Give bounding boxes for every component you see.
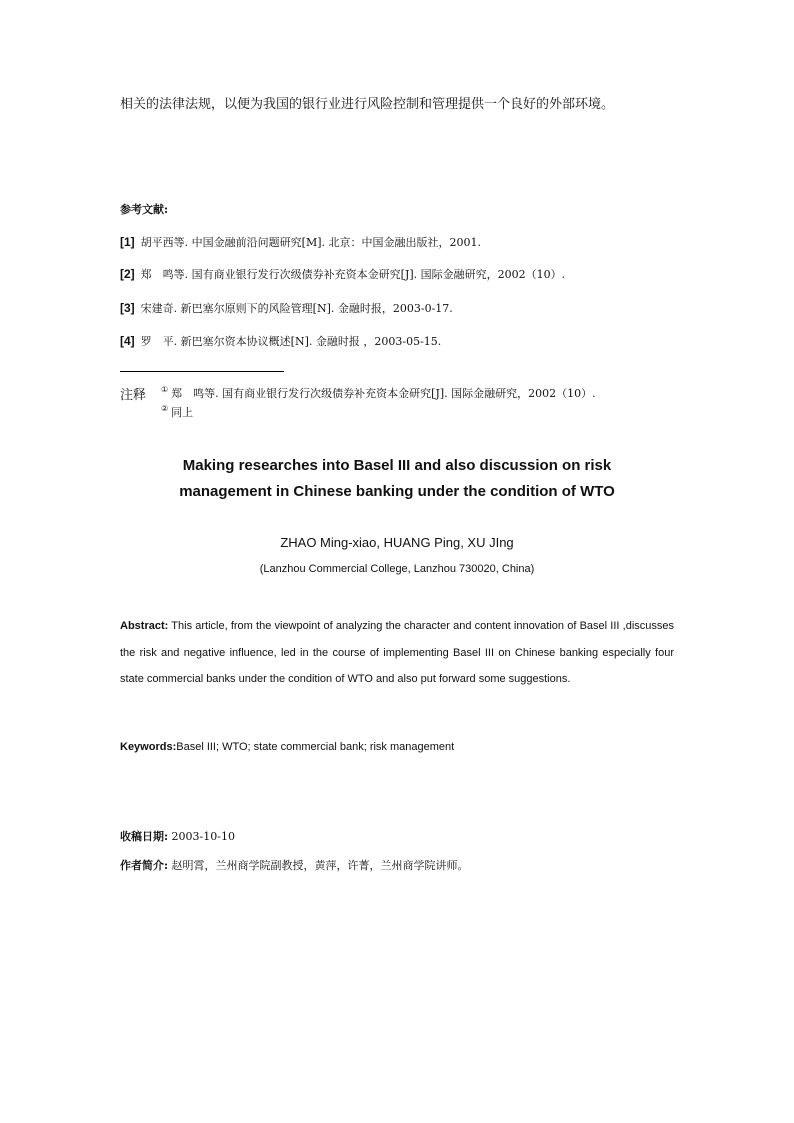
reference-text: 胡平西等. 中国金融前沿问题研究[M]. 北京：中国金融出版社，2001. bbox=[140, 236, 481, 249]
reference-number: [4] bbox=[120, 334, 135, 348]
footnote-separator bbox=[120, 371, 284, 372]
body-paragraph-end: 相关的法律法规，以便为我国的银行业进行风险控制和管理提供一个良好的外部环境。 bbox=[120, 97, 615, 112]
reference-item bbox=[120, 267, 700, 282]
abstract-text: This article, from the viewpoint of analyzing the character and content innovation of Basel III ,discusses the risk and negative influence, led in the course of implementing Basel III on Chinese banking especially four state commercial banks under the condition of WTO and also put forward some suggestions. bbox=[120, 620, 674, 685]
reference-number: [3] bbox=[120, 301, 135, 315]
footnote-label: 注释 bbox=[120, 388, 147, 403]
footnote-item bbox=[161, 385, 596, 401]
author-bio-value: 赵明霄，兰州商学院副教授，黄萍，许菁，兰州商学院讲师。 bbox=[168, 859, 469, 872]
reference-item bbox=[120, 235, 700, 250]
references-heading: 参考文献: bbox=[120, 203, 169, 216]
affiliation: (Lanzhou Commercial College, Lanzhou 730020, China) bbox=[259, 563, 535, 575]
english-title-line: management in Chinese banking under the condition of WTO bbox=[179, 483, 615, 500]
author-bio bbox=[120, 857, 469, 873]
footnote-marker: ② bbox=[161, 404, 169, 414]
abstract-label: Abstract: bbox=[120, 620, 169, 632]
english-title-line: Making researches into Basel III and also discussion on risk bbox=[182, 457, 612, 474]
reference-item bbox=[120, 334, 700, 349]
footnote-marker: ① bbox=[161, 385, 169, 395]
english-title bbox=[120, 453, 674, 505]
received-label: 收稿日期: bbox=[120, 830, 169, 843]
reference-text: 宋建奇. 新巴塞尔原则下的风险管理[N]. 金融时报，2003-0-17. bbox=[140, 302, 453, 315]
footnote-text: 郑 鸣等. 国有商业银行发行次级债券补充资本金研究[J]. 国际金融研究，2002（10）. bbox=[171, 387, 596, 400]
authors: ZHAO Ming-xiao, HUANG Ping, XU JIng bbox=[280, 535, 514, 550]
footnote-text: 同上 bbox=[171, 406, 194, 419]
keywords-label: Keywords: bbox=[120, 741, 177, 753]
received-value: 2003-10-10 bbox=[168, 830, 235, 843]
reference-text: 罗 平. 新巴塞尔资本协议概述[N]. 金融时报 ，2003-05-15. bbox=[140, 335, 442, 348]
reference-item bbox=[120, 301, 700, 316]
reference-text: 郑 鸣等. 国有商业银行发行次级债券补充资本金研究[J]. 国际金融研究，2002（10）. bbox=[140, 268, 566, 281]
reference-number: [1] bbox=[120, 235, 135, 249]
abstract bbox=[120, 613, 674, 693]
keywords bbox=[120, 741, 674, 753]
author-bio-label: 作者简介: bbox=[120, 859, 169, 872]
received-date bbox=[120, 828, 235, 844]
footnote-item bbox=[161, 404, 193, 420]
reference-number: [2] bbox=[120, 267, 135, 281]
keywords-text: Basel III; WTO; state commercial bank; risk management bbox=[176, 741, 455, 753]
